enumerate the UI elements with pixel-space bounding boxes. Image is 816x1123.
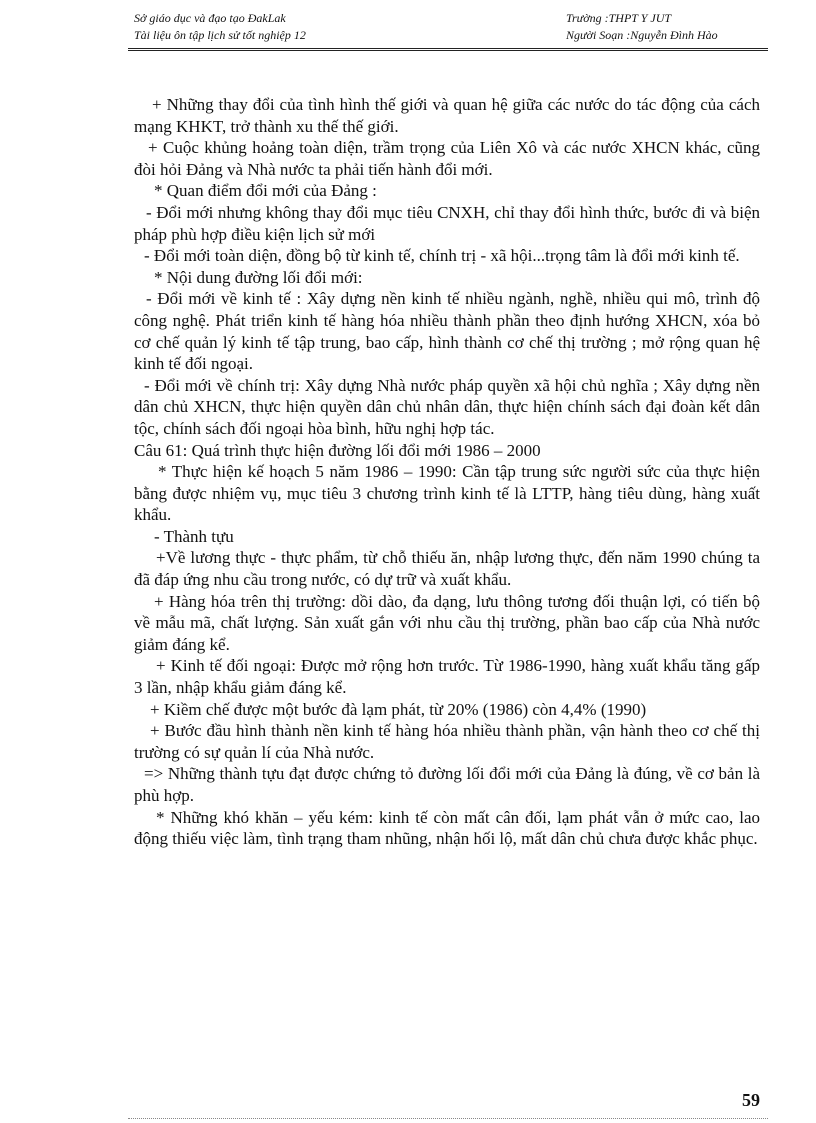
paragraph: - Đổi mới toàn diện, đồng bộ từ kinh tế, chính trị - xã hội...trọng tâm là đổi mới kinh tế. bbox=[144, 246, 740, 266]
paragraph: - Đổi mới nhưng không thay đổi mục tiêu CNXH, chỉ thay đổi hình thức, bước đi và biện pháp phù hợp điều kiện lịch sử mới bbox=[134, 202, 760, 244]
paragraph: * Những khó khăn – yếu kém: kinh tế còn mất cân đối, lạm phát vẫn ở mức cao, lao động thiếu việc làm, tình trạng tham nhũng, nhận hối lộ, mất dân chủ chưa được khắc phục. bbox=[134, 807, 760, 849]
paragraph: - Thành tựu bbox=[154, 526, 234, 546]
header-department: Sở giáo dục và đạo tạo ĐakLak bbox=[134, 11, 286, 25]
paragraph: + Những thay đổi của tình hình thế giới và quan hệ giữa các nước do tác động của cách mạng KHKT, trở thành xu thế thế giới. bbox=[134, 95, 760, 136]
paragraph: * Nội dung đường lối đổi mới: bbox=[154, 267, 363, 287]
header-left bbox=[134, 10, 554, 44]
page-number: 59 bbox=[742, 1090, 760, 1110]
paragraph: +Về lương thực - thực phẩm, từ chỗ thiếu ăn, nhập lương thực, đến năm 1990 chúng ta đã đáp ứng nhu cầu trong nước, có dự trữ và xuất khẩu. bbox=[134, 548, 760, 590]
paragraph: + Kiềm chế được một bước đà lạm phát, từ 20% (1986) còn 4,4% (1990) bbox=[150, 699, 647, 719]
paragraph: + Hàng hóa trên thị trường: dồi dào, đa dạng, lưu thông tương đối thuận lợi, có tiến bộ về mẫu mã, chất lượng. Sản xuất gắn với nhu cầu thị trường, phần bao cấp của Nhà nước giảm đáng kể. bbox=[134, 591, 760, 654]
header-author: Người Soạn :Nguyễn Đình Hào bbox=[566, 28, 718, 42]
footer-divider bbox=[128, 1118, 768, 1119]
paragraph: - Đổi mới về chính trị: Xây dựng Nhà nước pháp quyền xã hội chủ nghĩa ; Xây dựng nền dân chủ XHCN, thực hiện quyền dân chủ nhân dân, thực hiện chính sách đại đoàn kết dân tộc, chính sách đối ngoại hòa bình, hữu nghị hợp tác. bbox=[134, 375, 760, 438]
paragraph: + Cuộc khủng hoảng toàn diện, trầm trọng của Liên Xô và các nước XHCN khác, cũng đòi hỏi Đảng và Nhà nước ta phải tiến hành đổi mới. bbox=[134, 138, 760, 179]
paragraph: Câu 61: Quá trình thực hiện đường lối đổi mới 1986 – 2000 bbox=[134, 440, 541, 460]
paragraph: + Bước đầu hình thành nền kinh tế hàng hóa nhiều thành phần, vận hành theo cơ chế thị trường có sự quản lí của Nhà nước. bbox=[134, 721, 760, 762]
header-divider bbox=[128, 48, 768, 51]
page-header bbox=[134, 10, 774, 50]
paragraph: + Kinh tế đối ngoại: Được mở rộng hơn trước. Từ 1986-1990, hàng xuất khẩu tăng gấp 3 lần, nhập khẩu giảm đáng kể. bbox=[134, 656, 760, 698]
paragraph: * Thực hiện kế hoạch 5 năm 1986 – 1990: Cần tập trung sức người sức của thực hiện bằng được nhiệm vụ, mục tiêu 3 chương trình kinh tế là LTTP, hàng tiêu dùng, hàng xuất khẩu. bbox=[134, 462, 760, 525]
document-body bbox=[134, 94, 760, 850]
paragraph: => Những thành tựu đạt được chứng tỏ đường lối đổi mới của Đảng là đúng, về cơ bản là phù hợp. bbox=[134, 764, 760, 805]
header-document-title: Tài liệu ôn tập lịch sử tốt nghiệp 12 bbox=[134, 28, 306, 42]
paragraph: - Đổi mới về kinh tế : Xây dựng nền kinh tế nhiều ngành, nghề, nhiều qui mô, trình độ công nghệ. Phát triển kinh tế hàng hóa nhiều thành phần theo định hướng XHCN, xóa bỏ cơ chế quản lý kinh tế tập trung, bao cấp, hình thành cơ chế thị trường ; mở rộng quan hệ kinh tế đối ngoại. bbox=[134, 289, 760, 374]
paragraph: * Quan điểm đổi mới của Đảng : bbox=[154, 181, 377, 201]
header-right bbox=[566, 10, 806, 44]
header-school: Trường :THPT Y JUT bbox=[566, 11, 672, 25]
